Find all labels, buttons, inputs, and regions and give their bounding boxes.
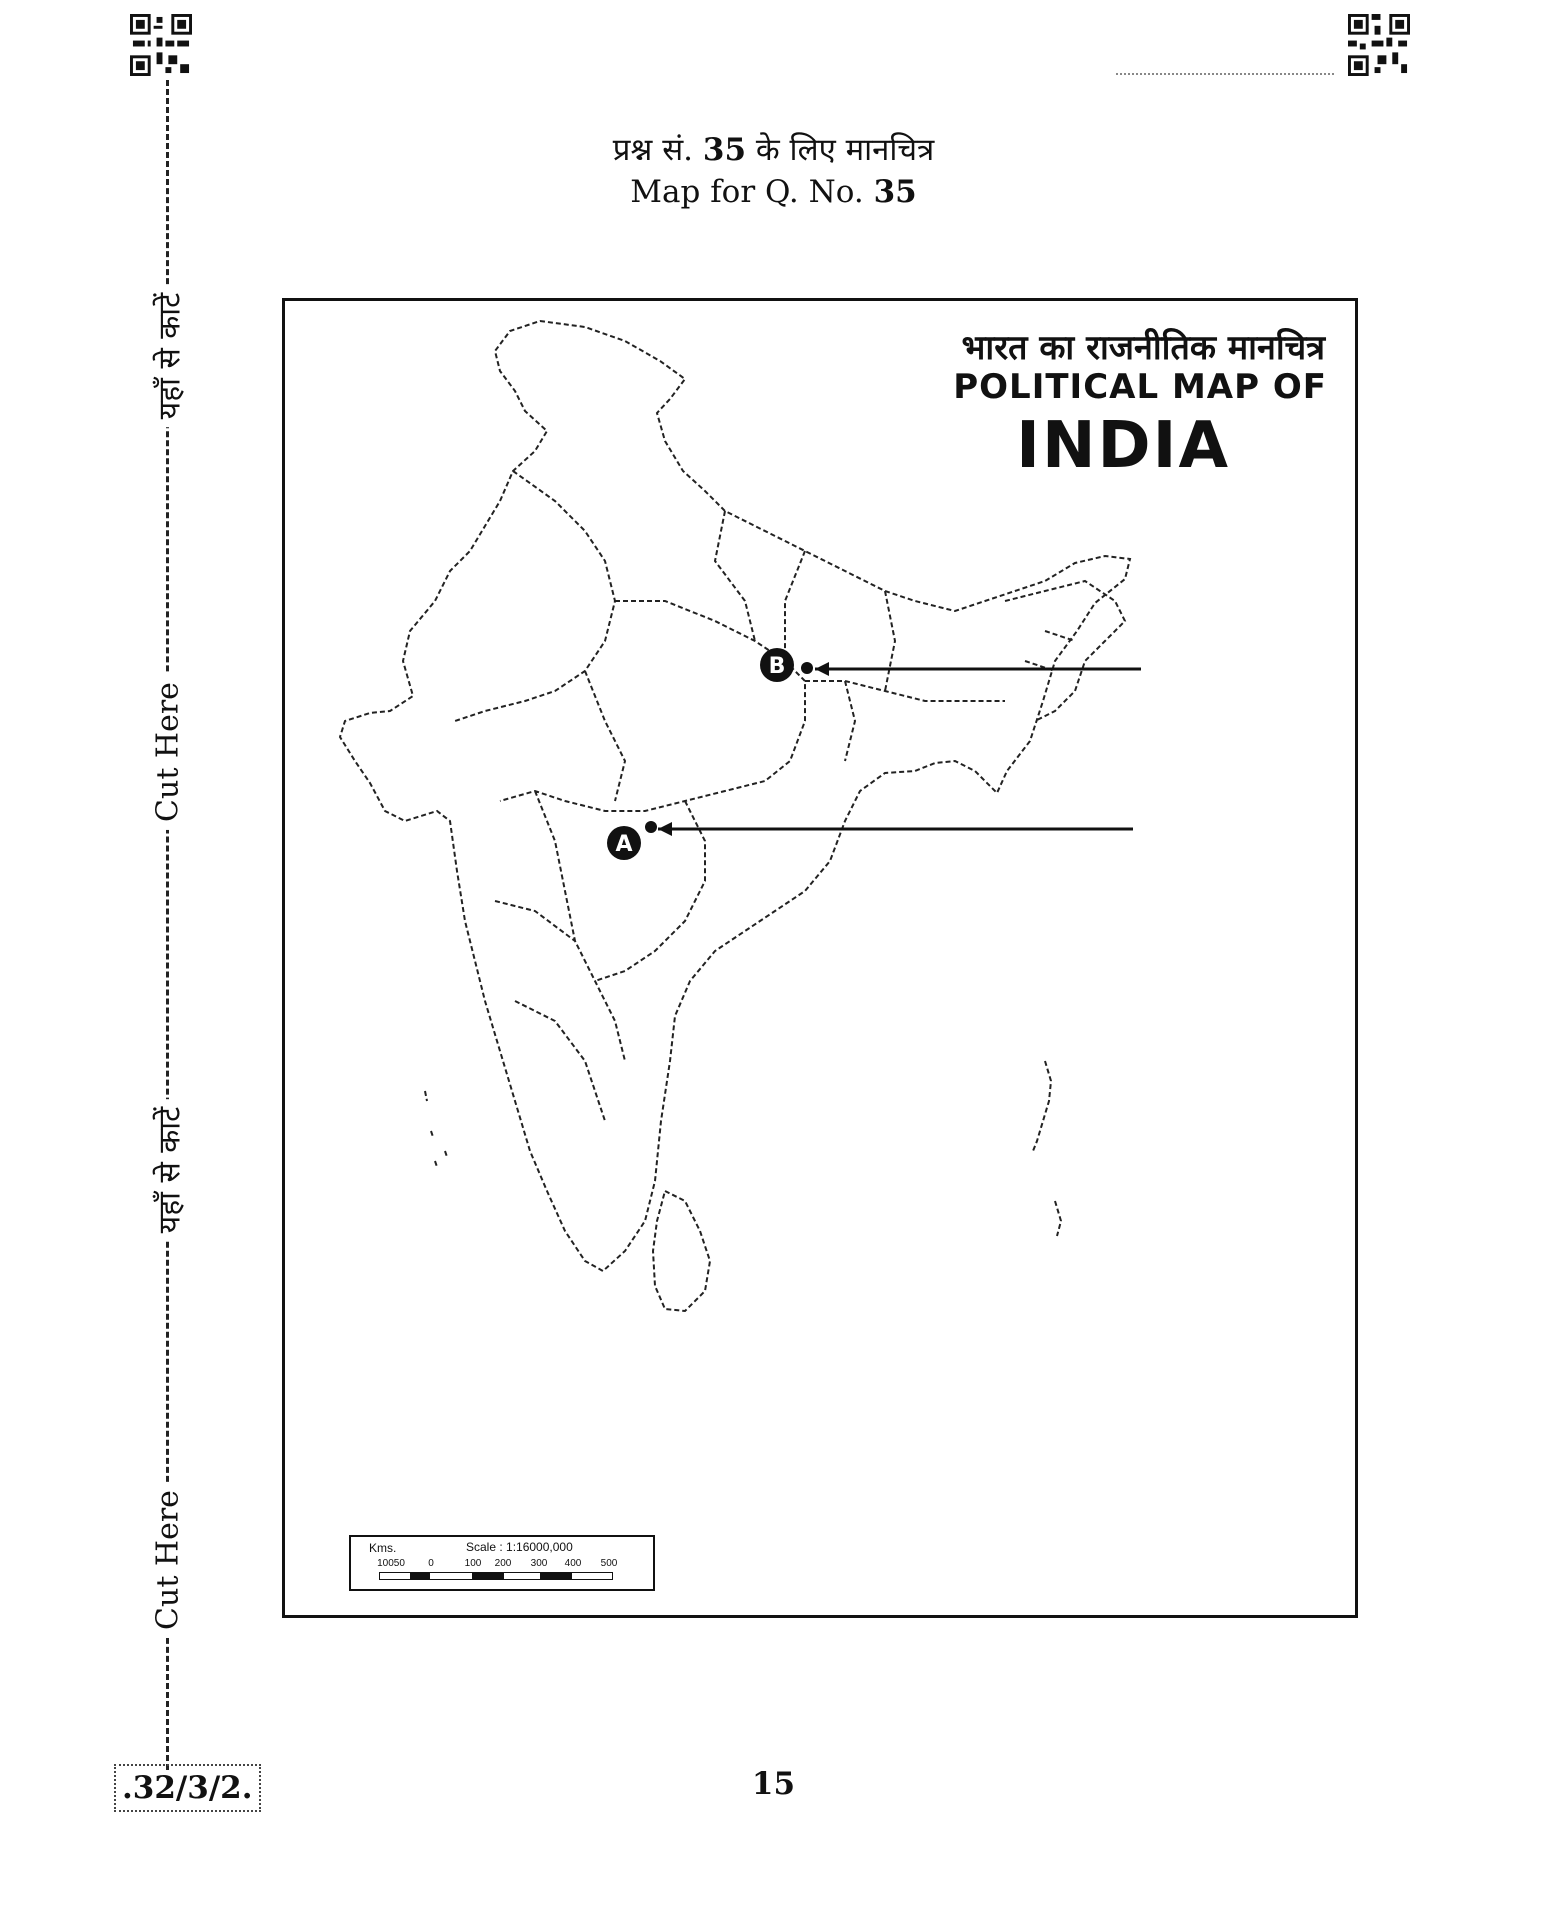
andaman-islands	[1033, 1061, 1061, 1236]
scale-bar	[379, 1572, 613, 1580]
marker-b-label: B	[768, 654, 786, 679]
marker-b-point	[801, 662, 813, 674]
mainland-outline	[340, 321, 1130, 1271]
lakshadweep-islands	[425, 1091, 447, 1167]
marker-a-label: A	[615, 832, 633, 857]
scale-tick: 300	[530, 1558, 548, 1569]
name-line	[1116, 73, 1334, 75]
qr-code-left-graphic	[130, 14, 192, 76]
marker-a-group	[607, 821, 1133, 860]
map-title-country: INDIA	[1016, 409, 1230, 483]
map-frame	[282, 298, 1358, 1618]
heading-hindi-number: 35	[702, 132, 747, 168]
scale-segment	[540, 1573, 572, 1579]
cut-here-hindi-label-2: यहाँ से काटें	[148, 1099, 189, 1241]
heading-english-number: 35	[873, 174, 917, 210]
cut-here-margin	[150, 80, 186, 1780]
scale-tick: 400	[564, 1558, 582, 1569]
arrow-b-head	[815, 662, 829, 676]
cut-here-label-2: Cut Here	[151, 1482, 186, 1638]
scale-tick: 200	[494, 1558, 512, 1569]
india-outline-map	[285, 301, 1355, 1615]
scale-units: Kms.	[369, 1541, 397, 1555]
qr-code-left	[130, 14, 192, 76]
question-heading-hindi	[0, 128, 1547, 170]
scale-tick: 0	[428, 1558, 434, 1569]
question-heading-english	[0, 174, 1547, 210]
scale-tick: 100	[464, 1558, 482, 1569]
marker-a-point	[645, 821, 657, 833]
heading-hindi-prefix: प्रश्न सं.	[612, 132, 694, 168]
qr-code-right-graphic	[1348, 14, 1410, 76]
scale-segment	[472, 1573, 504, 1579]
heading-hindi-suffix: के लिए मानचित्र	[755, 132, 935, 168]
scale-tick: 10050	[377, 1558, 405, 1569]
qr-code-right	[1348, 14, 1410, 76]
scale-ratio: Scale : 1:16000,000	[466, 1540, 573, 1554]
state-boundaries	[455, 471, 1005, 1121]
scale-segment	[410, 1573, 430, 1579]
northeast-outline	[1005, 581, 1125, 721]
page-number: 15	[751, 1766, 796, 1802]
arrow-a-head	[658, 822, 672, 836]
scale-tick: 500	[600, 1558, 618, 1569]
cut-here-hindi-label-1: यहाँ से काटें	[148, 285, 189, 427]
scale-legend	[349, 1535, 655, 1591]
sri-lanka-outline	[653, 1191, 710, 1311]
paper-code: .32/3/2.	[114, 1764, 261, 1812]
heading-english-prefix: Map for Q. No.	[630, 174, 864, 210]
map-title-english: POLITICAL MAP OF	[953, 367, 1327, 407]
cut-here-label-1: Cut Here	[151, 674, 186, 830]
map-title-hindi: भारत का राजनीतिक मानचित्र	[961, 328, 1325, 368]
